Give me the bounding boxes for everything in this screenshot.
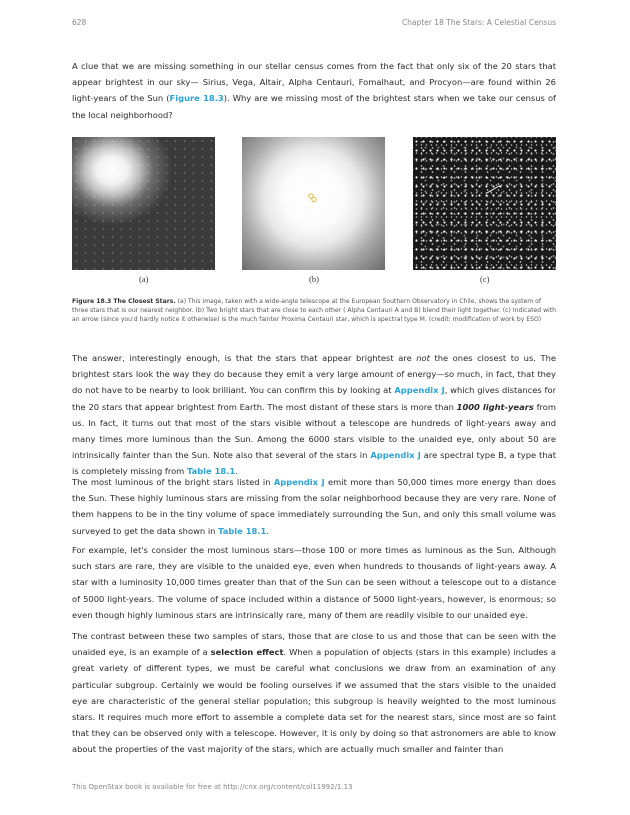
panel-label-a: (a) bbox=[139, 274, 149, 284]
intro-paragraph: A clue that we are missing something in our stellar census comes from the fact that only six of the 20 stars that appear brightest in our sky— Sirius, Vega, Altair, Alpha Centauri, Fomalhaut, and Procyon—are found within 26 light-years of the Sun (Figure 18.3). Why are we missing most of the brightest stars when we take our census of the local neighborhood? bbox=[72, 61, 556, 120]
footer-note: This OpenStax book is available for free at http://cnx.org/content/col11992/1.13 bbox=[72, 783, 353, 791]
binary-star-marker bbox=[307, 192, 319, 204]
table-18-1-link[interactable]: Table 18.1 bbox=[186, 466, 236, 477]
arrow-icon bbox=[486, 185, 500, 194]
appendix-j-link[interactable]: Appendix J bbox=[273, 477, 325, 487]
chapter-header: Chapter 18 The Stars: A Celestial Census bbox=[401, 18, 556, 27]
table-18-1-link[interactable]: Table 18.1 bbox=[218, 525, 267, 536]
caption-title: Figure 18.3 The Closest Stars. bbox=[72, 298, 176, 305]
paragraph-2: The most luminous of the bright stars listed in Appendix J emit more than 50,000 times more energy than does the Sun. These highly luminous stars are missing from the solar neighborhood because they are very rare. None of them happens to be in the tiny volume of space immediately surrounding the Sun, and only this small volume was surveyed to get the data shown in Table 18.1. bbox=[72, 477, 556, 536]
appendix-j-link[interactable]: Appendix J bbox=[394, 385, 445, 396]
paragraph-4: The contrast between these two samples of stars, those that are close to us and those that can be seen with the unaided eye, is an example of a selection effect. When a population of objects (stars in this example) includes a great variety of different types, we must be careful what conclusions we draw from an examination of any particular subgroup. Certainly we would be fooling ourselves if we assumed that the stars visible to the unaided eye are characteristic of the general stellar population; this subgroup is heavily weighted to the most luminous stars. It requires much more effort to assemble a complete data set for the nearest stars, since most are so faint that they can be observed only with a telescope. However, it is only by doing so that astronomers are able to know about the properties of the vast majority of the stars, which are actually much smaller and fainter than bbox=[72, 631, 556, 755]
figure-panel-a bbox=[72, 137, 215, 270]
paragraph-1: The answer, interestingly enough, is that the stars that appear brightest are not the ones closest to us. The brightest stars look the way they do because they emit a very large amount of energy—so much, in fact, that they do not have to be nearby to look brilliant. You can confirm this by looking at Appendix J, which gives distances for the 20 stars that appear brightest from Earth. The most distant of these stars is more than 1000 light-years from us. In fact, it turns out that most of the stars visible without a telescope are hundreds of light-years away and many times more luminous than the Sun. Among the 6000 stars visible to the unaided eye, only about 50 are intrinsically fainter than the Sun. Note also that several of the stars in Appendix J are spectral type B, a type that is completely missing from Table 18.1. bbox=[72, 353, 556, 477]
figure-link[interactable]: Figure 18.3 bbox=[169, 93, 224, 104]
figure-18-3 bbox=[72, 137, 556, 272]
figure-panel-b bbox=[242, 137, 385, 270]
figure-caption: Figure 18.3 The Closest Stars. (a) This image, taken with a wide-angle telescope at the European Southern Observatory in Chile, shows the system of three stars that is our nearest neighbor. (b) Two bright stars that are close to each other ( Alpha Centauri A and B) blend their light together. (c) Indicated with an arrow (since you'd hardly notice it otherwise) is the much fainter Proxima Centauri star, which is spectral type M. (credit: modification of work by ESO) bbox=[72, 298, 556, 323]
figure-panel-c bbox=[413, 137, 556, 270]
page-number: 628 bbox=[72, 18, 87, 27]
panel-label-b: (b) bbox=[309, 274, 319, 284]
panel-label-c: (c) bbox=[480, 274, 490, 284]
selection-effect-term: selection effect bbox=[210, 647, 284, 658]
paragraph-3: For example, let's consider the most luminous stars—those 100 or more times as luminous as the Sun. Although such stars are rare, they are visible to the unaided eye, even when hundreds to thousands of light-years away. A star with a luminosity 10,000 times greater than that of the Sun can be seen without a telescope out to a distance of 5000 light-years. The volume of space included within a distance of 5000 light-years, however, is enormous; so even though highly luminous stars are intrinsically rare, many of them are readily visible to our unaided eye. bbox=[72, 545, 556, 620]
appendix-j-link[interactable]: Appendix J bbox=[370, 450, 421, 461]
